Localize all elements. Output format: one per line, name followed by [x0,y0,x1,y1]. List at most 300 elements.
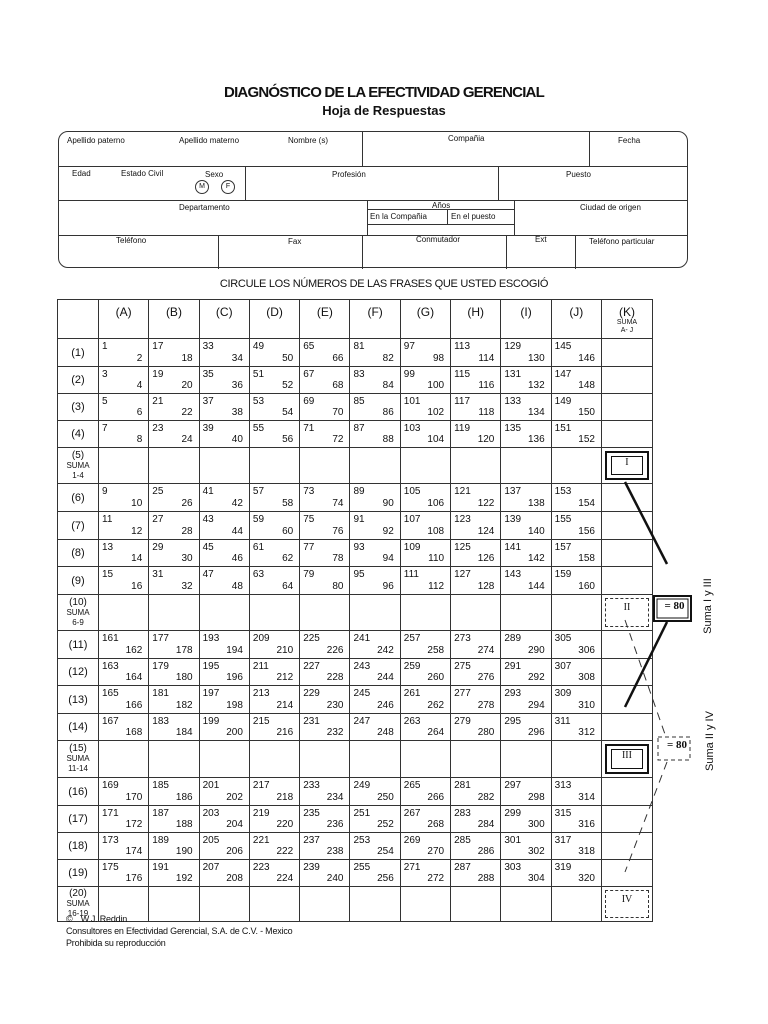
phrase-number[interactable]: 239 [303,862,320,873]
phrase-number[interactable]: 98 [432,353,445,364]
phrase-number[interactable]: 279 [454,716,471,727]
answer-pair-cell[interactable] [400,567,450,595]
phrase-number[interactable]: 28 [181,526,193,537]
answer-pair-cell[interactable] [249,540,299,567]
phrase-number[interactable]: 243 [353,661,371,672]
phrase-number[interactable]: 93 [353,542,365,553]
answer-pair-cell[interactable] [501,806,551,833]
answer-pair-cell[interactable] [350,512,400,540]
phrase-number[interactable]: 151 [554,423,572,434]
answer-pair-cell[interactable] [501,421,551,448]
answer-pair-cell[interactable] [400,631,450,659]
phrase-number[interactable]: 119 [454,423,471,434]
phrase-number[interactable]: 227 [303,661,320,672]
answer-pair-cell[interactable] [99,421,149,448]
phrase-number[interactable]: 277 [454,688,471,699]
phrase-number[interactable]: 181 [152,688,169,699]
phrase-number[interactable]: 197 [202,688,220,699]
answer-pair-cell[interactable] [300,421,350,448]
phrase-number[interactable]: 264 [427,727,445,738]
phrase-number[interactable]: 220 [276,819,294,830]
phrase-number[interactable]: 216 [276,727,294,738]
phrase-number[interactable]: 176 [125,873,143,884]
phrase-number[interactable]: 196 [226,672,243,683]
phrase-number[interactable]: 164 [125,672,143,683]
answer-pair-cell[interactable] [300,833,350,860]
phrase-number[interactable]: 252 [377,819,394,830]
answer-pair-cell[interactable] [249,339,299,367]
phrase-number[interactable]: 193 [202,633,220,644]
phrase-number[interactable]: 109 [403,542,421,553]
phrase-number[interactable]: 212 [276,672,294,683]
answer-pair-cell[interactable] [149,367,199,394]
answer-pair-cell[interactable] [551,631,601,659]
phrase-number[interactable]: 133 [504,396,522,407]
phrase-number[interactable]: 88 [382,434,394,445]
answer-pair-cell[interactable] [400,367,450,394]
phrase-number[interactable]: 224 [276,873,294,884]
phrase-number[interactable]: 309 [554,688,572,699]
answer-pair-cell[interactable] [350,567,400,595]
answer-pair-cell[interactable] [350,631,400,659]
phrase-number[interactable]: 204 [226,819,243,830]
phrase-number[interactable]: 82 [382,353,394,364]
phrase-number[interactable]: 136 [527,434,545,445]
phrase-number[interactable]: 303 [504,862,522,873]
answer-pair-cell[interactable] [551,567,601,595]
phrase-number[interactable]: 134 [527,407,545,418]
phrase-number[interactable]: 213 [252,688,270,699]
phrase-number[interactable]: 199 [202,716,220,727]
phrase-number[interactable]: 270 [427,846,445,857]
phrase-number[interactable]: 2 [136,353,143,364]
phrase-number[interactable]: 155 [554,514,572,525]
phrase-number[interactable]: 228 [326,672,344,683]
phrase-number[interactable]: 23 [152,423,164,434]
answer-pair-cell[interactable] [501,686,551,714]
answer-pair-cell[interactable] [350,806,400,833]
answer-pair-cell[interactable] [300,778,350,806]
phrase-number[interactable]: 89 [353,486,365,497]
phrase-number[interactable]: 289 [504,633,522,644]
answer-pair-cell[interactable] [99,659,149,686]
phrase-number[interactable]: 278 [477,700,495,711]
answer-pair-cell[interactable] [300,394,350,421]
phrase-number[interactable]: 310 [578,700,595,711]
phrase-number[interactable]: 7 [102,423,108,434]
phrase-number[interactable]: 180 [175,672,193,683]
answer-pair-cell[interactable] [501,512,551,540]
phrase-number[interactable]: 170 [125,792,143,803]
answer-pair-cell[interactable] [350,686,400,714]
answer-pair-cell[interactable] [350,540,400,567]
answer-pair-cell[interactable] [400,778,450,806]
answer-pair-cell[interactable] [451,686,501,714]
answer-pair-cell[interactable] [199,367,249,394]
phrase-number[interactable]: 183 [152,716,169,727]
phrase-number[interactable]: 67 [303,369,315,380]
phrase-number[interactable]: 249 [353,780,371,791]
phrase-number[interactable]: 154 [578,498,595,509]
phrase-number[interactable]: 317 [554,835,572,846]
phrase-number[interactable]: 207 [202,862,220,873]
answer-pair-cell[interactable] [300,860,350,887]
phrase-number[interactable]: 131 [504,369,522,380]
phrase-number[interactable]: 205 [202,835,220,846]
phrase-number[interactable]: 166 [125,700,143,711]
phrase-number[interactable]: 255 [353,862,371,873]
phrase-number[interactable]: 118 [478,407,495,418]
phrase-number[interactable]: 242 [377,645,394,656]
answer-pair-cell[interactable] [99,686,149,714]
phrase-number[interactable]: 280 [477,727,495,738]
phrase-number[interactable]: 108 [427,526,445,537]
puesto-field[interactable]: Puesto [566,170,591,179]
phrase-number[interactable]: 139 [504,514,522,525]
phrase-number[interactable]: 97 [403,341,415,352]
phrase-number[interactable]: 15 [102,569,114,580]
answer-pair-cell[interactable] [300,339,350,367]
phrase-number[interactable]: 300 [527,819,545,830]
phrase-number[interactable]: 123 [454,514,471,525]
phrase-number[interactable]: 141 [504,542,522,553]
phrase-number[interactable]: 42 [231,498,243,509]
phrase-number[interactable]: 157 [554,542,572,553]
phrase-number[interactable]: 182 [175,700,193,711]
phrase-number[interactable]: 187 [152,808,169,819]
answer-pair-cell[interactable] [551,833,601,860]
phrase-number[interactable]: 297 [504,780,522,791]
phrase-number[interactable]: 172 [125,819,143,830]
phrase-number[interactable]: 286 [477,846,495,857]
phrase-number[interactable]: 194 [226,645,243,656]
phrase-number[interactable]: 223 [252,862,270,873]
answer-pair-cell[interactable] [400,686,450,714]
phrase-number[interactable]: 17 [152,341,164,352]
phrase-number[interactable]: 219 [252,808,270,819]
answer-pair-cell[interactable] [350,778,400,806]
phrase-number[interactable]: 232 [326,727,344,738]
phrase-number[interactable]: 210 [276,645,294,656]
phrase-number[interactable]: 235 [303,808,320,819]
phrase-number[interactable]: 70 [332,407,344,418]
phrase-number[interactable]: 24 [181,434,193,445]
answer-pair-cell[interactable] [199,567,249,595]
phrase-number[interactable]: 44 [231,526,243,537]
phrase-number[interactable]: 174 [125,846,143,857]
phrase-number[interactable]: 178 [175,645,193,656]
answer-pair-cell[interactable] [451,860,501,887]
phrase-number[interactable]: 113 [454,341,471,352]
phrase-number[interactable]: 96 [382,581,394,592]
answer-pair-cell[interactable] [300,567,350,595]
answer-pair-cell[interactable] [551,484,601,512]
answer-pair-cell[interactable] [199,686,249,714]
phrase-number[interactable]: 238 [326,846,344,857]
profesion-field[interactable]: Profesión [332,170,366,179]
phrase-number[interactable]: 38 [231,407,243,418]
phrase-number[interactable]: 214 [276,700,294,711]
answer-pair-cell[interactable] [300,367,350,394]
answer-pair-cell[interactable] [350,484,400,512]
phrase-number[interactable]: 201 [202,780,220,791]
answer-pair-cell[interactable] [199,860,249,887]
phrase-number[interactable]: 295 [504,716,522,727]
answer-pair-cell[interactable] [149,686,199,714]
answer-pair-cell[interactable] [400,540,450,567]
phrase-number[interactable]: 241 [353,633,371,644]
answer-pair-cell[interactable] [551,540,601,567]
phrase-number[interactable]: 102 [427,407,445,418]
phrase-number[interactable]: 258 [427,645,445,656]
phrase-number[interactable]: 246 [377,700,394,711]
phrase-number[interactable]: 121 [454,486,471,497]
answer-pair-cell[interactable] [451,540,501,567]
phrase-number[interactable]: 245 [353,688,371,699]
answer-pair-cell[interactable] [451,659,501,686]
answer-pair-cell[interactable] [451,567,501,595]
answer-pair-cell[interactable] [149,484,199,512]
phrase-number[interactable]: 229 [303,688,320,699]
phrase-number[interactable]: 206 [226,846,243,857]
apellido-paterno-field[interactable]: Apellido paterno [67,136,125,145]
phrase-number[interactable]: 87 [353,423,365,434]
phrase-number[interactable]: 145 [554,341,572,352]
edad-field[interactable]: Edad [72,169,91,178]
answer-pair-cell[interactable] [300,806,350,833]
phrase-number[interactable]: 62 [282,553,294,564]
answer-pair-cell[interactable] [149,540,199,567]
phrase-number[interactable]: 110 [428,553,445,564]
phrase-number[interactable]: 150 [578,407,595,418]
phrase-number[interactable]: 299 [504,808,522,819]
answer-pair-cell[interactable] [199,714,249,741]
estado-civil-field[interactable]: Estado Civil [121,169,164,178]
phrase-number[interactable]: 125 [454,542,471,553]
phrase-number[interactable]: 57 [252,486,265,497]
phrase-number[interactable]: 231 [303,716,320,727]
phrase-number[interactable]: 313 [554,780,572,791]
sexo-f-option[interactable]: F [221,180,235,194]
answer-pair-cell[interactable] [501,567,551,595]
answer-pair-cell[interactable] [451,714,501,741]
phrase-number[interactable]: 59 [252,514,265,525]
answer-pair-cell[interactable] [249,659,299,686]
answer-pair-cell[interactable] [99,806,149,833]
telefono-field[interactable]: Teléfono [116,236,147,245]
phrase-number[interactable]: 56 [282,434,294,445]
answer-pair-cell[interactable] [551,339,601,367]
answer-pair-cell[interactable] [149,714,199,741]
answer-pair-cell[interactable] [149,339,199,367]
answer-pair-cell[interactable] [551,806,601,833]
phrase-number[interactable]: 36 [231,380,243,391]
phrase-number[interactable]: 77 [303,542,315,553]
answer-pair-cell[interactable] [99,833,149,860]
phrase-number[interactable]: 153 [554,486,572,497]
phrase-number[interactable]: 158 [578,553,595,564]
phrase-number[interactable]: 314 [578,792,595,803]
phrase-number[interactable]: 106 [427,498,445,509]
answer-pair-cell[interactable] [199,540,249,567]
phrase-number[interactable]: 94 [382,553,394,564]
compania-field[interactable]: Compañia [448,134,485,143]
phrase-number[interactable]: 86 [382,407,394,418]
answer-pair-cell[interactable] [199,806,249,833]
phrase-number[interactable]: 146 [578,353,595,364]
answer-pair-cell[interactable] [249,714,299,741]
answer-pair-cell[interactable] [249,686,299,714]
answer-pair-cell[interactable] [451,806,501,833]
answer-pair-cell[interactable] [400,421,450,448]
answer-pair-cell[interactable] [350,367,400,394]
phrase-number[interactable]: 244 [377,672,394,683]
phrase-number[interactable]: 3 [102,369,108,380]
phrase-number[interactable]: 122 [477,498,495,509]
phrase-number[interactable]: 250 [377,792,394,803]
phrase-number[interactable]: 137 [504,486,522,497]
phrase-number[interactable]: 21 [152,396,164,407]
answer-pair-cell[interactable] [149,659,199,686]
phrase-number[interactable]: 218 [276,792,294,803]
phrase-number[interactable]: 263 [403,716,421,727]
answer-pair-cell[interactable] [99,484,149,512]
phrase-number[interactable]: 198 [226,700,243,711]
phrase-number[interactable]: 34 [231,353,243,364]
answer-pair-cell[interactable] [451,512,501,540]
phrase-number[interactable]: 32 [181,581,193,592]
phrase-number[interactable]: 116 [478,380,495,391]
phrase-number[interactable]: 13 [102,542,114,553]
phrase-number[interactable]: 74 [332,498,344,509]
answer-pair-cell[interactable] [300,659,350,686]
phrase-number[interactable]: 112 [428,581,445,592]
phrase-number[interactable]: 100 [427,380,445,391]
phrase-number[interactable]: 46 [231,553,243,564]
answer-pair-cell[interactable] [501,631,551,659]
answer-pair-cell[interactable] [300,686,350,714]
answer-pair-cell[interactable] [99,394,149,421]
phrase-number[interactable]: 306 [578,645,595,656]
phrase-number[interactable]: 251 [353,808,371,819]
phrase-number[interactable]: 265 [403,780,421,791]
phrase-number[interactable]: 211 [252,661,269,672]
phrase-number[interactable]: 101 [403,396,421,407]
phrase-number[interactable]: 160 [578,581,595,592]
phrase-number[interactable]: 316 [578,819,595,830]
answer-pair-cell[interactable] [400,659,450,686]
phrase-number[interactable]: 8 [136,434,143,445]
answer-pair-cell[interactable] [350,659,400,686]
phrase-number[interactable]: 312 [578,727,595,738]
phrase-number[interactable]: 282 [477,792,495,803]
fecha-field[interactable]: Fecha [618,136,641,145]
answer-pair-cell[interactable] [400,339,450,367]
phrase-number[interactable]: 53 [252,396,265,407]
phrase-number[interactable]: 221 [252,835,270,846]
phrase-number[interactable]: 305 [554,633,572,644]
phrase-number[interactable]: 29 [152,542,164,553]
phrase-number[interactable]: 296 [527,727,545,738]
answer-pair-cell[interactable] [551,421,601,448]
phrase-number[interactable]: 202 [226,792,243,803]
phrase-number[interactable]: 30 [181,553,193,564]
phrase-number[interactable]: 200 [226,727,243,738]
phrase-number[interactable]: 6 [136,407,143,418]
phrase-number[interactable]: 307 [554,661,572,672]
phrase-number[interactable]: 319 [554,862,572,873]
answer-pair-cell[interactable] [350,860,400,887]
phrase-number[interactable]: 301 [504,835,522,846]
answer-pair-cell[interactable] [451,394,501,421]
phrase-number[interactable]: 163 [102,661,119,672]
answer-pair-cell[interactable] [501,833,551,860]
phrase-number[interactable]: 271 [403,862,421,873]
answer-pair-cell[interactable] [501,778,551,806]
phrase-number[interactable]: 272 [427,873,445,884]
phrase-number[interactable]: 22 [181,407,193,418]
phrase-number[interactable]: 256 [377,873,394,884]
phrase-number[interactable]: 260 [427,672,445,683]
phrase-number[interactable]: 80 [332,581,344,592]
phrase-number[interactable]: 294 [527,700,545,711]
answer-pair-cell[interactable] [451,367,501,394]
phrase-number[interactable]: 159 [554,569,572,580]
answer-pair-cell[interactable] [99,367,149,394]
answer-pair-cell[interactable] [551,778,601,806]
phrase-number[interactable]: 115 [454,369,471,380]
answer-pair-cell[interactable] [551,714,601,741]
phrase-number[interactable]: 65 [303,341,315,352]
phrase-number[interactable]: 91 [353,514,365,525]
answer-pair-cell[interactable] [451,339,501,367]
phrase-number[interactable]: 124 [477,526,495,537]
answer-pair-cell[interactable] [501,659,551,686]
answer-pair-cell[interactable] [501,339,551,367]
phrase-number[interactable]: 79 [303,569,315,580]
answer-pair-cell[interactable] [249,567,299,595]
phrase-number[interactable]: 259 [403,661,421,672]
answer-pair-cell[interactable] [149,860,199,887]
phrase-number[interactable]: 83 [353,369,365,380]
phrase-number[interactable]: 52 [282,380,294,391]
phrase-number[interactable]: 144 [527,581,545,592]
answer-pair-cell[interactable] [249,367,299,394]
answer-pair-cell[interactable] [451,421,501,448]
phrase-number[interactable]: 16 [131,581,143,592]
phrase-number[interactable]: 20 [181,380,193,391]
answer-pair-cell[interactable] [249,631,299,659]
answer-pair-cell[interactable] [551,394,601,421]
phrase-number[interactable]: 222 [276,846,294,857]
phrase-number[interactable]: 302 [527,846,545,857]
phrase-number[interactable]: 149 [554,396,572,407]
phrase-number[interactable]: 253 [353,835,371,846]
answer-pair-cell[interactable] [451,833,501,860]
phrase-number[interactable]: 195 [202,661,220,672]
phrase-number[interactable]: 25 [152,486,164,497]
answer-pair-cell[interactable] [350,714,400,741]
answer-pair-cell[interactable] [350,394,400,421]
answer-pair-cell[interactable] [551,512,601,540]
phrase-number[interactable]: 275 [454,661,471,672]
phrase-number[interactable]: 173 [102,835,119,846]
phrase-number[interactable]: 190 [175,846,193,857]
phrase-number[interactable]: 308 [578,672,595,683]
phrase-number[interactable]: 130 [527,353,545,364]
phrase-number[interactable]: 217 [252,780,270,791]
answer-pair-cell[interactable] [199,512,249,540]
